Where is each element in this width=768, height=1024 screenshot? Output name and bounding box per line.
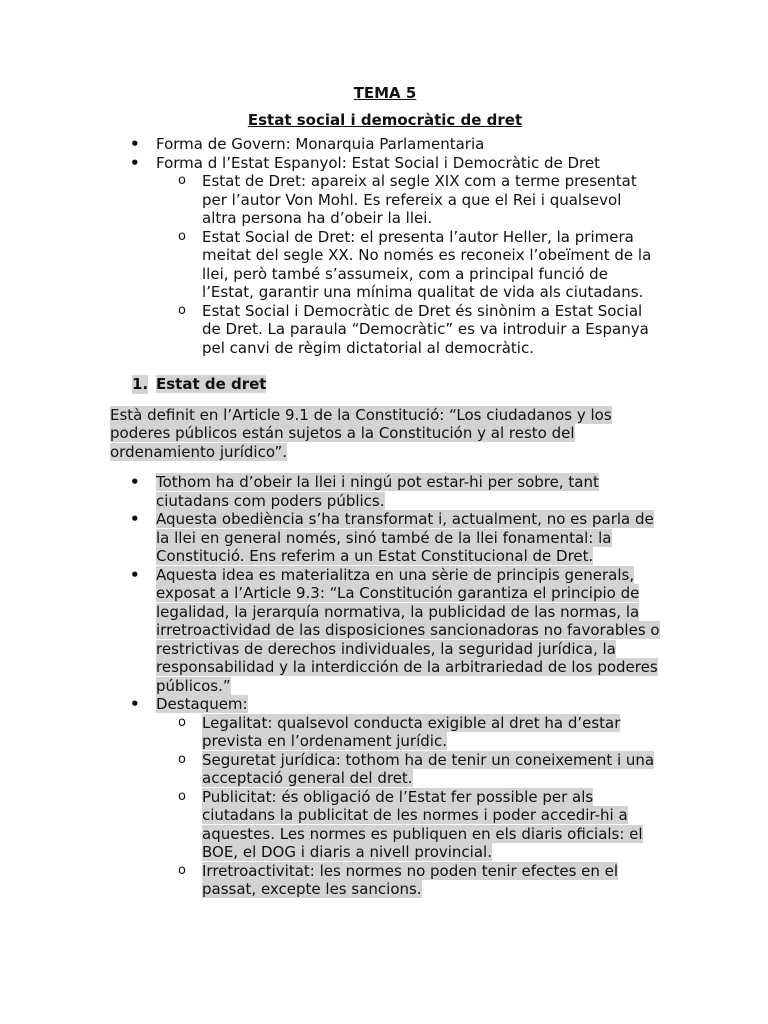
circle-bullet-icon: o xyxy=(178,751,186,767)
sublist-item xyxy=(156,862,660,899)
page-subtitle: Estat social i democràtic de dret xyxy=(247,110,523,129)
list-item xyxy=(110,695,660,899)
bullet-icon: • xyxy=(130,510,140,528)
sublist-item xyxy=(156,751,660,788)
section-paragraph xyxy=(110,406,660,462)
circle-bullet-icon: o xyxy=(178,788,186,804)
intro-list xyxy=(110,135,660,357)
circle-bullet-icon: o xyxy=(178,228,186,244)
list-item-text: Aquesta obediència s’ha transformat i, actualment, no es parla de la llei en general només, sinó també de la llei fonamental: la Constitució. Ens referim a un Estat Constitucional de Dret. xyxy=(156,510,654,565)
bullet-icon: • xyxy=(130,695,140,713)
list-item-text: Forma d l’Estat Espanyol: Estat Social i Democràtic de Dret xyxy=(156,153,600,172)
list-item-text: Destaquem: xyxy=(156,695,248,713)
paragraph-text: Està definit en l’Article 9.1 de la Constitució: “Los ciudadanos y los poderes públicos están sujetos a la Constitución y al resto del ordenamiento jurídico”. xyxy=(110,405,612,461)
sublist-item xyxy=(156,172,660,228)
sublist-item xyxy=(156,788,660,862)
list-item-text: Forma de Govern: Monarquia Parlamentaria xyxy=(156,135,485,153)
section-list xyxy=(110,473,660,899)
list-item-text: Tothom ha d’obeir la llei i ningú pot estar-hi per sobre, tant ciutadans com poders públics. xyxy=(156,473,599,510)
section-heading xyxy=(110,375,660,394)
section-number: 1. xyxy=(132,375,149,393)
sublist-item-text: Irretroactivitat: les normes no poden tenir efectes en el passat, excepte les sancions. xyxy=(202,861,619,898)
circle-bullet-icon: o xyxy=(178,173,186,188)
section-sublist xyxy=(156,714,660,899)
circle-bullet-icon: o xyxy=(178,714,186,730)
list-item xyxy=(110,135,660,154)
circle-bullet-icon: o xyxy=(178,862,186,878)
list-item-text: Aquesta idea es materialitza en una sèrie de principis generals, exposat a l’Article 9.3: “La Constitución garantiza el principio de legalidad, la jerarquía normativa, la publicidad de las normas, la irretroactividad de las disposiciones sancionadoras no favorables o restrictivas de derechos individuales, la seguridad jurídica, la responsabilidad y la interdicción de la arbitrariedad de los poderes públicos.” xyxy=(156,565,660,695)
list-item xyxy=(110,510,660,566)
document-body xyxy=(110,84,660,899)
sublist-item-text: Estat de Dret: apareix al segle XIX com a terme presentat per l’autor Von Mohl. Es refereix a que el Rei i qualsevol altra persona ha d’obeir la llei. xyxy=(202,172,637,227)
sublist-item-text: Publicitat: és obligació de l’Estat fer possible per als ciutadans la publicitat de les normes i poder accedir-hi a aquestes. Les normes es publiquen en els diaris oficials: el BOE, el DOG i diaris a nivell provincial. xyxy=(202,787,643,861)
sublist-item-text: Estat Social i Democràtic de Dret és sinònim a Estat Social de Dret. La paraula “Democràtic” es va introduir a Espanya pel canvi de règim dictatorial al democràtic. xyxy=(202,301,649,357)
list-item xyxy=(110,473,660,510)
sublist-item xyxy=(156,228,660,302)
sublist-item xyxy=(156,302,660,358)
sublist-item-text: Legalitat: qualsevol conducta exigible al dret ha d’estar prevista en l’ordenament jurídic. xyxy=(202,713,621,750)
bullet-icon: • xyxy=(130,473,140,491)
bullet-icon: • xyxy=(130,153,140,172)
circle-bullet-icon: o xyxy=(178,302,186,318)
sublist-item-text: Seguretat jurídica: tothom ha de tenir un coneixement i una acceptació general del dret. xyxy=(202,750,655,787)
bullet-icon: • xyxy=(130,565,140,584)
sublist-item-text: Estat Social de Dret: el presenta l’autor Heller, la primera meitat del segle XX. No només es reconeix l’obeïment de la llei, però també s’assumeix, com a principal funció de l’Estat, garantir una mínima qualitat de vida als ciutadans. xyxy=(202,227,652,301)
page-title: TEMA 5 xyxy=(353,84,417,102)
list-item xyxy=(110,566,660,696)
bullet-icon: • xyxy=(130,135,140,153)
intro-sublist xyxy=(156,172,660,357)
sublist-item xyxy=(156,714,660,751)
section-title: Estat de dret xyxy=(156,375,267,393)
list-item xyxy=(110,154,660,358)
